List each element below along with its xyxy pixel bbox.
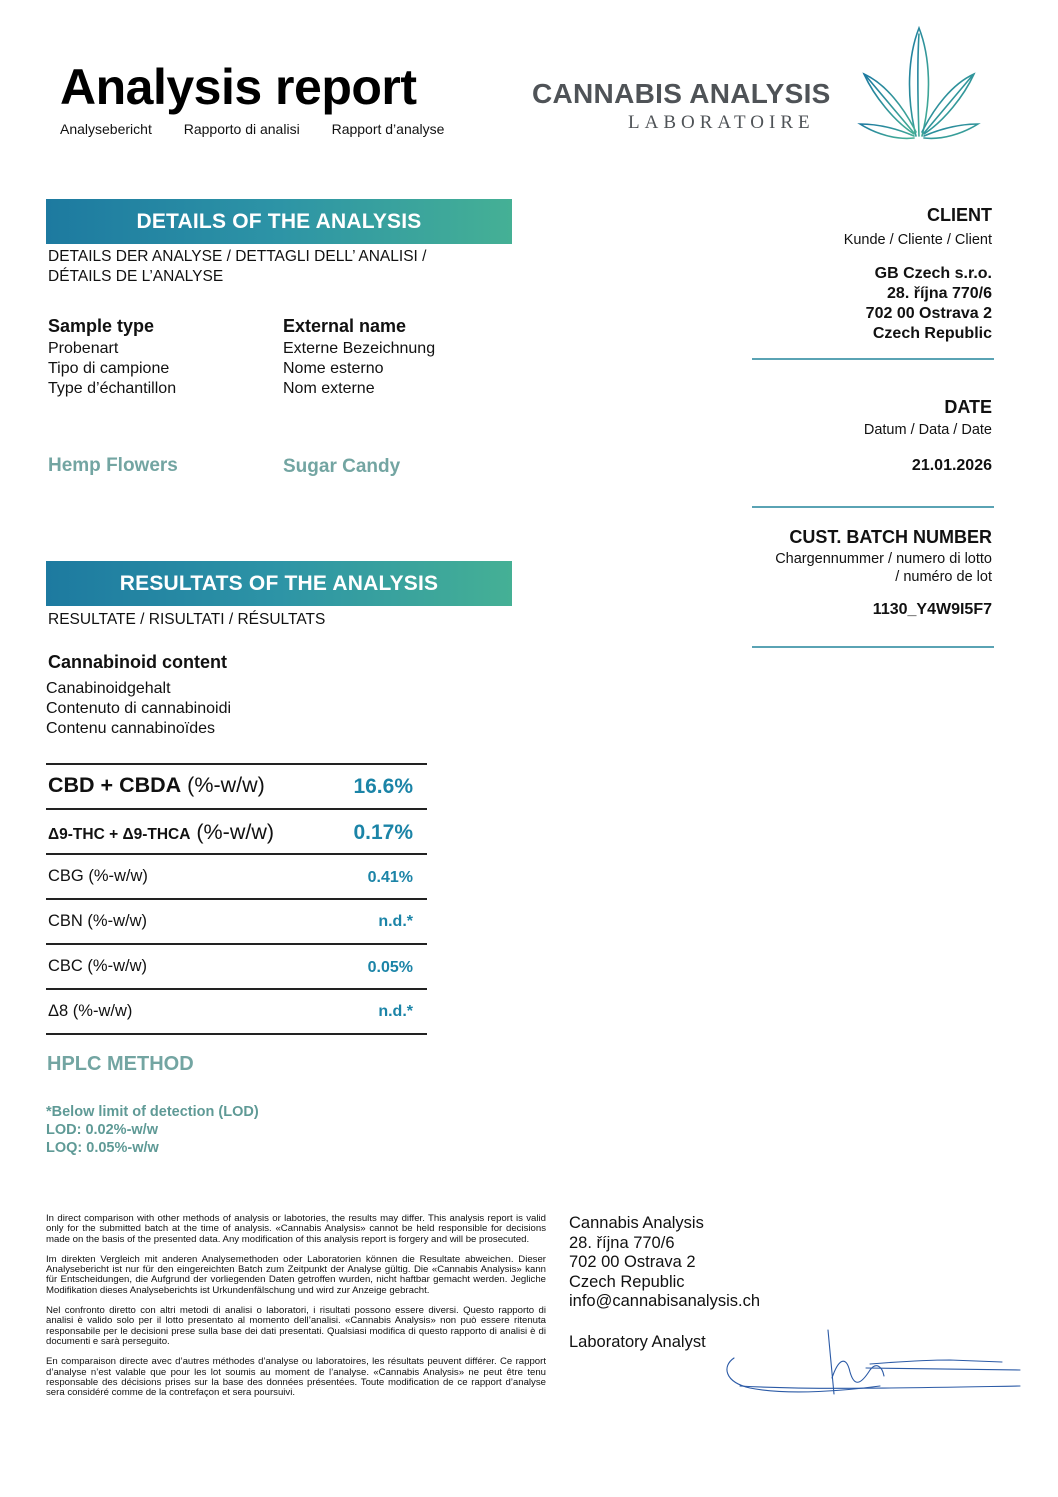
- date-translations: Datum / Data / Date: [863, 422, 992, 438]
- page-title: Analysis report: [60, 59, 417, 115]
- row-name: CBN (%-w/w): [48, 912, 147, 930]
- page-subtitles: [60, 121, 472, 137]
- subtitle-de: Analysebericht: [60, 121, 152, 137]
- external-name-de: Externe Bezeichnung: [283, 340, 436, 357]
- row-value: n.d.*: [378, 913, 413, 930]
- date-section: [864, 397, 992, 476]
- batch-value: 1130_Y4W9I5F7: [872, 601, 992, 618]
- batch-section: [775, 527, 992, 620]
- sample-type-it: Tipo di campione: [48, 360, 170, 377]
- cannabis-leaf-icon: [856, 26, 981, 158]
- row-value: 0.05%: [367, 959, 413, 976]
- row-value: 16.6%: [353, 775, 413, 798]
- row-name: Δ9-THC + Δ9-THCA: [48, 826, 191, 843]
- cannabinoid-label: Cannabinoid content: [48, 652, 227, 672]
- client-translations: Kunde / Cliente / Client: [843, 232, 992, 248]
- row-unit: (%-w/w): [190, 820, 275, 844]
- external-name-block: [283, 316, 435, 399]
- results-table: [46, 763, 427, 1035]
- external-name-it: Nome esterno: [283, 360, 384, 377]
- logo-wordmark: CANNABIS ANALYSIS: [532, 78, 831, 109]
- batch-divider: [752, 646, 994, 648]
- table-row: [46, 990, 427, 1035]
- row-name: CBG (%-w/w): [48, 867, 148, 885]
- disclaimer-fr: En comparaison directe avec d’autres méthodes d’analyse ou laboratoires, les résultats peuvent différer. Ce rapport d’analyse n’est valable que pour les lot soumis au moment de l’analyse. «Cannabis Analysis» ne peut être tenu responsable des décisions prises sur la base des données présentées. Toute modification de ce rapport d’analyse sera considéré comme de la contrefaçon et sera poursuivi.: [46, 1356, 546, 1399]
- sample-type-block: [48, 316, 176, 399]
- lab-email: info@cannabisanalysis.ch: [569, 1292, 761, 1310]
- sample-type-value: Hemp Flowers: [48, 455, 178, 476]
- disclaimer-it: Nel confronto diretto con altri metodi di analisi o laboratori, i risultati possono essere diversi. Questo rapporto di analisi è valido solo per il lotto presentato al momento dell’analisi. «Cannabis Analysis» non può essere ritenuta responsabile per le decisioni prese sulla base dei dati presentati. Qualsiasi modifica di questo rapporto di analisi è di documenti e sarà perseguito.: [46, 1305, 546, 1347]
- row-name: CBD + CBDA: [48, 773, 182, 797]
- row-value: 0.41%: [367, 869, 413, 886]
- results-subheading: RESULTATE / RISULTATI / RÉSULTATS: [48, 611, 326, 628]
- client-address: GB Czech s.r.o. 28. října 770/6 702 00 Ostrava 2 Czech Republic: [865, 265, 992, 342]
- table-row: [46, 810, 427, 855]
- details-subheading: DETAILS DER ANALYSE / DETTAGLI DELL’ ANALISI / DÉTAILS DE L’ANALYSE: [48, 248, 427, 285]
- disclaimer-en: In direct comparison with other methods of analysis or labotories, the results may differ. This analysis report is valid only for the submitted batch at the time of analysis. «Cannabis Analysis» cannot be held responsible for decisions made on the basis of the presented data. Any modification of this analysis report is forgery and will be prosecuted.: [46, 1213, 546, 1245]
- external-name-fr: Nom externe: [283, 380, 375, 397]
- batch-translations: Chargennummer / numero di lotto / numéro de lot: [775, 551, 992, 585]
- sample-type-fr: Type d’échantillon: [48, 380, 177, 397]
- results-banner: RESULTATS OF THE ANALYSIS: [46, 561, 512, 606]
- handwritten-signature: [720, 1316, 1030, 1416]
- disclaimer: [46, 1214, 546, 1408]
- subtitle-fr: Rapport d’analyse: [331, 121, 445, 137]
- table-row: [46, 900, 427, 945]
- method-label: HPLC METHOD: [47, 1053, 194, 1075]
- row-value: 0.17%: [353, 821, 413, 844]
- analyst-label: Laboratory Analyst: [569, 1333, 706, 1351]
- sample-type-label: Sample type: [48, 316, 155, 336]
- client-divider: [752, 358, 994, 360]
- table-row: [46, 855, 427, 900]
- date-value: 21.01.2026: [911, 457, 992, 474]
- external-name-value: Sugar Candy: [283, 456, 401, 477]
- row-value: n.d.*: [378, 1003, 413, 1020]
- row-name: CBC (%-w/w): [48, 957, 147, 975]
- lod-notes: *Below limit of detection (LOD) LOD: 0.02%-w/w LOQ: 0.05%-w/w: [46, 1104, 259, 1156]
- date-divider: [752, 506, 994, 508]
- sample-type-de: Probenart: [48, 340, 119, 357]
- row-unit: (%-w/w): [181, 773, 265, 797]
- date-heading: DATE: [944, 397, 992, 417]
- disclaimer-de: Im direkten Vergleich mit anderen Analysemethoden oder Laboratorien können die Resultate abweichen. Dieser Analysebericht ist nur für den eingereichten Batch zum Zeitpunkt der Analyse gültig. Die «Cannabis Analysis» kann für Entscheidungen, die Aufgrund der vorliegenden Daten getroffen wurden, nicht haftbar gemacht werden. Jegliche Modifikation dieses Analyseberichts ist Urkundenfälschung und wird zur Anzeige gebracht.: [46, 1253, 546, 1296]
- external-name-label: External name: [283, 316, 407, 336]
- lab-address: Cannabis Analysis 28. října 770/6 702 00 Ostrava 2 Czech Republic info@cannabisanalysis.ch: [569, 1214, 761, 1310]
- row-name: Δ8 (%-w/w): [48, 1002, 133, 1020]
- subtitle-it: Rapporto di analisi: [183, 121, 300, 137]
- batch-heading: CUST. BATCH NUMBER: [789, 527, 992, 547]
- cannabinoid-translations: Canabinoidgehalt Contenuto di cannabinoidi Contenu cannabinoïdes: [46, 680, 232, 737]
- table-row: [46, 763, 427, 810]
- details-banner: DETAILS OF THE ANALYSIS: [46, 199, 512, 244]
- logo-subtitle: LABORATOIRE: [628, 112, 815, 133]
- table-row: [46, 945, 427, 990]
- client-heading: CLIENT: [927, 205, 992, 225]
- client-section: [844, 205, 992, 344]
